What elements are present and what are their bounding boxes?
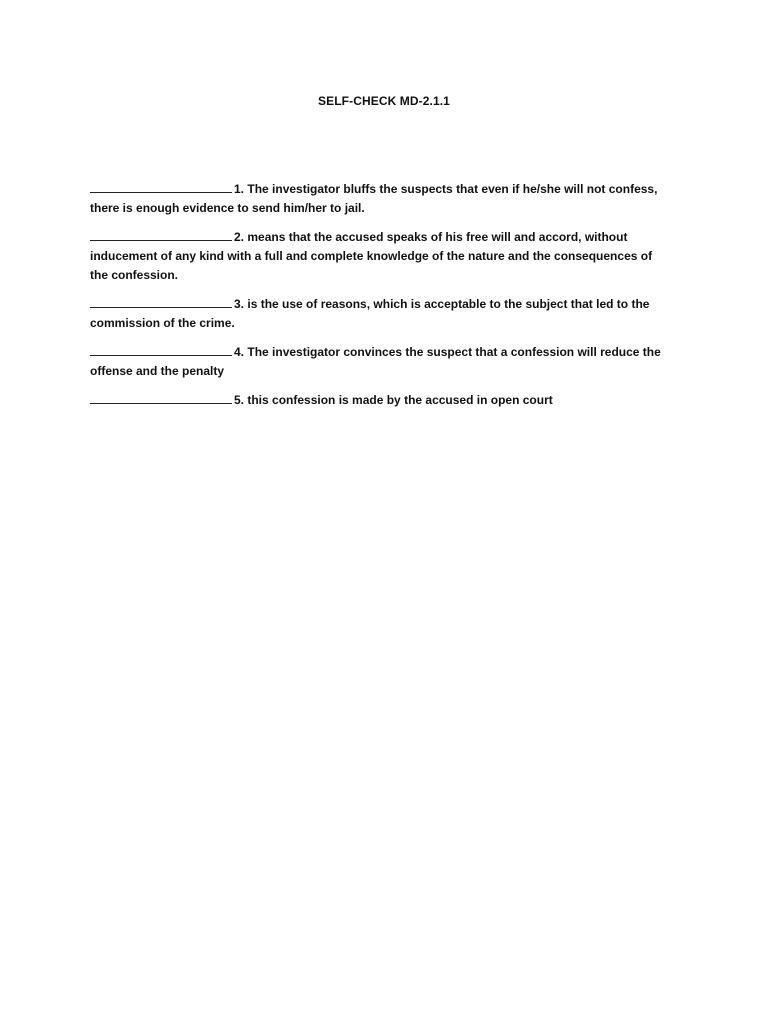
question-item-4 — [90, 343, 670, 381]
question-item-3 — [90, 295, 670, 333]
question-text-1: The investigator bluffs the suspects that even if he/she will not confess, there is enough evidence to send him/her to jail. — [90, 182, 658, 215]
question-number-2: 2. — [234, 230, 245, 244]
answer-blank-4 — [90, 343, 232, 356]
answer-blank-5 — [90, 391, 232, 404]
question-item-1 — [90, 180, 670, 218]
question-text-4: The investigator convinces the suspect that a confession will reduce the offense and the penalty — [90, 345, 661, 378]
question-number-3: 3. — [234, 297, 245, 311]
document-title: SELF-CHECK MD-2.1.1 — [318, 94, 450, 108]
answer-blank-1 — [90, 180, 232, 193]
question-text-2: means that the accused speaks of his free will and accord, without inducement of any kind with a full and complete knowledge of the nature and the consequences of the confession. — [90, 230, 653, 282]
question-text-5: this confession is made by the accused in open court — [247, 393, 553, 407]
question-item-5 — [90, 391, 670, 410]
question-number-4: 4. — [234, 345, 245, 359]
answer-blank-2 — [90, 228, 232, 241]
question-number-1: 1. — [234, 182, 245, 196]
question-list — [90, 180, 670, 420]
answer-blank-3 — [90, 295, 232, 308]
question-item-2 — [90, 228, 670, 285]
question-number-5: 5. — [234, 393, 245, 407]
question-text-3: is the use of reasons, which is acceptable to the subject that led to the commission of the crime. — [90, 297, 650, 330]
